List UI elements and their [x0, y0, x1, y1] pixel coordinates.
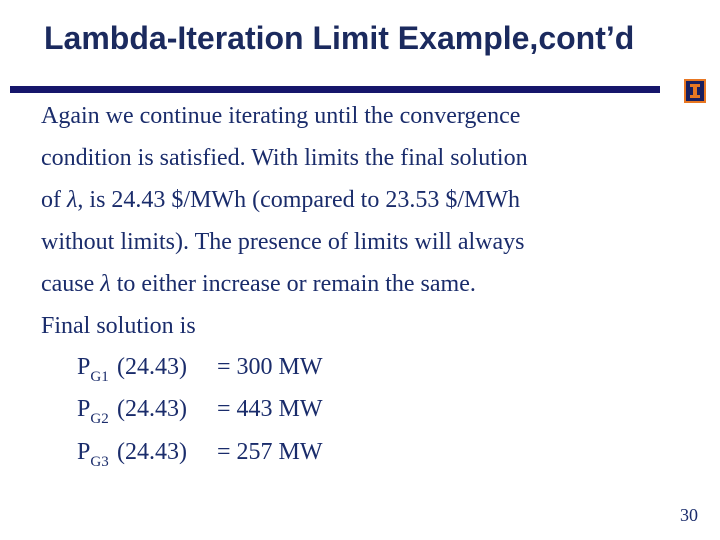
text-segment: cause [41, 271, 101, 297]
solution-row-g2 [77, 389, 323, 429]
solution-argument: (24.43) [117, 439, 187, 465]
solution-row-g3 [77, 432, 323, 472]
solution-variable: P [77, 396, 91, 422]
body-line-5 [41, 263, 671, 305]
body-line-2: condition is satisfied. With limits the final solution [41, 145, 528, 171]
solution-result: = 257 MW [217, 439, 323, 465]
body-line-3 [41, 179, 671, 221]
solution-row-g1 [77, 347, 323, 387]
lambda-symbol: λ [100, 271, 111, 297]
text-segment: of [41, 187, 67, 213]
solution-variable: P [77, 354, 91, 380]
solution-argument: (24.43) [117, 396, 187, 422]
solution-variable: P [77, 439, 91, 465]
solution-argument: (24.43) [117, 354, 187, 380]
text-segment: , is 24.43 $/MWh (compared to 23.53 $/MWh [77, 187, 521, 213]
solution-subscript: G3 [90, 454, 109, 470]
solution-subscript: G2 [90, 411, 109, 427]
final-solution-label: Final solution is [41, 313, 196, 339]
solution-subscript: G1 [90, 369, 109, 385]
text-segment: to either increase or remain the same. [110, 271, 476, 297]
page-number: 30 [680, 505, 698, 525]
body-line-1: Again we continue iterating until the convergence [41, 103, 521, 129]
solution-result: = 300 MW [217, 354, 323, 380]
slide-title: Lambda-Iteration Limit Example,cont’d [44, 20, 635, 56]
title-divider [10, 86, 660, 93]
lambda-symbol: λ [67, 187, 78, 213]
solution-result: = 443 MW [217, 396, 323, 422]
university-logo-icon [684, 79, 706, 103]
slide-body [41, 95, 671, 347]
body-line-4: without limits). The presence of limits will always [41, 229, 525, 255]
